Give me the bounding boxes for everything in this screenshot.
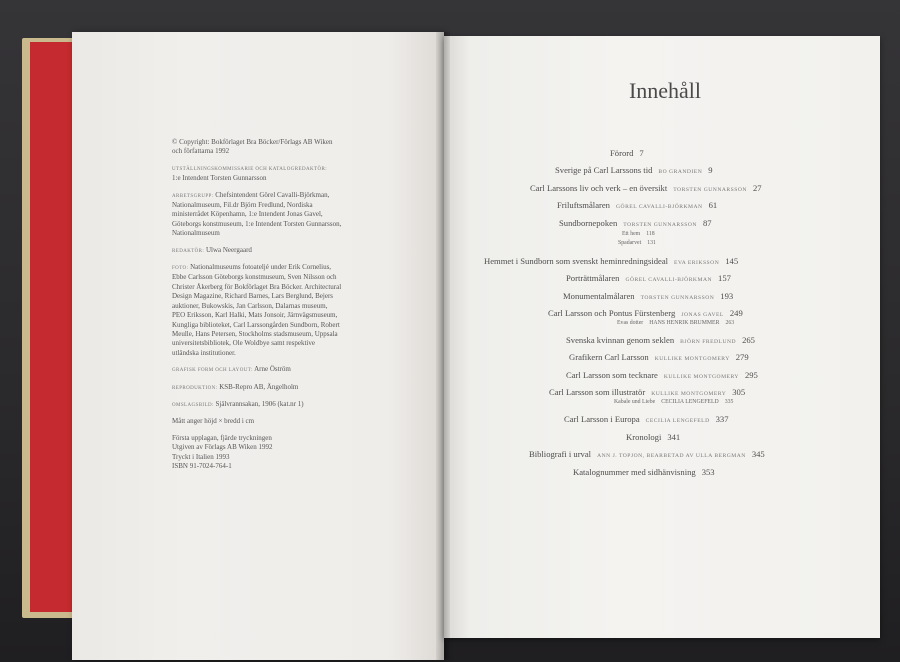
toc-entry	[559, 218, 712, 228]
toc-entry-title: Kronologi	[626, 432, 662, 442]
toc-title: Innehåll	[628, 78, 702, 103]
copyright-text: © Copyright: Bokförlaget Bra Böcker/Förlags AB Wiken och författarna 1992	[172, 138, 333, 156]
toc-entry-title: Carl Larssons liv och verk – en översikt	[530, 183, 668, 193]
toc-entry	[555, 165, 713, 175]
toc-entry	[610, 148, 644, 158]
toc-subentry-page: 263	[725, 320, 735, 326]
toc-subentry	[618, 240, 656, 246]
toc-subentry-author: CECILIA LENGEFELD	[661, 399, 719, 405]
toc-entry-page: 249	[729, 308, 743, 318]
exhibition-credit	[172, 164, 342, 184]
toc-entry-page: 341	[667, 432, 681, 442]
toc-entry	[564, 414, 729, 424]
toc-entry-page: 145	[725, 256, 739, 266]
workgroup-text: Chefsintendent Görel Cavalli-Björkman, Nationalmuseum, Fil.dr Björn Fredlund, Nordiska ministerrådet Köpenhamn, 1:e Intendent Jonas Gavel, Göteborgs konstmuseum, 1:e Intendent Torsten Gunnarsson, Nationalmuseum	[172, 190, 342, 238]
toc-subentry-title: Ett hem	[622, 231, 641, 237]
measure-note: Mått anger höjd × bredd i cm	[172, 417, 255, 426]
toc-entry-title: Hemmet i Sundborn som svenskt heminredningsideal	[484, 256, 669, 266]
toc-entry-title: Porträttmålaren	[566, 273, 620, 283]
toc-entry	[557, 200, 717, 210]
editor-label: REDAKTÖR:	[172, 248, 205, 254]
toc-entry-title: Grafikern Carl Larsson	[569, 352, 649, 362]
toc-entry-title: Carl Larsson och Pontus Fürstenberg	[548, 308, 676, 318]
toc-entry-page: 265	[742, 335, 755, 345]
toc-entry-title: Carl Larsson som tecknare	[566, 370, 658, 380]
publisher-text: Utgiven av Förlags AB Wiken 1992	[172, 443, 273, 452]
toc-entry-title: Sundbornepoken	[559, 218, 618, 228]
toc-entry-title: Monumentalmålaren	[563, 291, 635, 301]
toc-entry-author: BJÖRN FREDLUND	[680, 339, 737, 345]
toc-entry-author: TORSTEN GUNNARSSON	[640, 295, 715, 301]
toc-entry-page: 27	[752, 183, 762, 193]
cover-text: Självrannsakan, 1906 (kat.nr 1)	[215, 399, 304, 408]
toc-entry-page: 193	[720, 291, 734, 301]
toc-entry	[566, 273, 731, 283]
toc-entry	[573, 467, 715, 477]
toc-entry-title: Carl Larsson i Europa	[564, 414, 640, 424]
book-gutter	[436, 32, 450, 660]
toc-entry-author: JONAS GAVEL	[681, 312, 724, 318]
toc-entry-author: TORSTEN GUNNARSSON	[673, 187, 747, 193]
toc-subentry-page: 118	[646, 231, 655, 237]
toc-entry	[563, 291, 733, 301]
edition-text: Första upplagan, fjärde tryckningen	[172, 433, 272, 442]
toc-entry-page: 353	[701, 467, 715, 477]
toc-subentry-title: Spadarvet	[618, 240, 642, 246]
repro-text: KSB-Repro AB, Ängelholm	[219, 382, 299, 391]
toc-entry-title: Katalognummer med sidhänvisning	[573, 467, 696, 477]
toc-entry-author: GÖREL CAVALLI-BJÖRKMAN	[625, 277, 713, 283]
toc-entry	[549, 387, 745, 397]
photo-credit	[172, 263, 342, 358]
toc-entry-author: TORSTEN GUNNARSSON	[623, 222, 697, 228]
toc-entry-title: Svenska kvinnan genom seklen	[566, 335, 675, 345]
toc-entry	[569, 352, 749, 362]
photo-text: Nationalmuseums fotoateljé under Erik Cornelius, Ebbe Carlsson Göteborgs konstmuseum, Sven Nilsson och Christer Åkerberg för Bokförlaget Bra Böcker. Architectural Design Magazine, Richard Barnes, Lars Berglund, Bejers auktioner, Bukowskis, Jan Carlsson, Dalarnas museum, PEO Eriksson, Karl Halki, Mats Jonsoir, Järnvägsmuseum, Kungliga biblioteket, Carl Larssongården Sundborn, Robert Meulle, Hans Petersen, Stockholms stadsmuseum, Uppsala universitetsbibliotek, Ole Woldbye samt respektive utländska institutioner.	[172, 263, 342, 357]
toc-entry	[548, 308, 743, 318]
toc-entry-author: KULLIKE MONTGOMERY	[654, 356, 730, 362]
toc-subentry-author: HANS HENRIK BRUMMER	[649, 320, 720, 326]
toc-entry-author: BO GRANDIEN	[658, 169, 703, 175]
exhibition-label: UTSTÄLLNINGSKOMMISSARIE OCH KATALOGREDAKTÖR:	[172, 166, 327, 172]
toc-entry-page: 279	[735, 352, 749, 362]
toc-entry-author: ANN J. TOPJON, BEARBETAD AV ULLA BERGMAN	[597, 453, 746, 459]
toc-entry-author: GÖREL CAVALLI-BJÖRKMAN	[615, 204, 703, 210]
isbn-text: ISBN 91-7024-764-1	[172, 461, 232, 470]
toc-entry-title: Förord	[610, 148, 634, 158]
design-label: GRAFISK FORM OCH LAYOUT:	[172, 368, 253, 374]
toc-entry-author: KULLIKE MONTGOMERY	[651, 391, 727, 397]
repro-label: REPRODUKTION:	[172, 385, 218, 391]
design-credit	[172, 365, 342, 375]
printed-text: Tryckt i Italien 1993	[172, 452, 230, 461]
toc-entry	[484, 256, 738, 266]
design-text: Arne Öström	[254, 365, 291, 374]
toc-subentry	[614, 399, 733, 405]
toc-subentry-title: Evas dotter	[617, 320, 644, 326]
toc-entry	[529, 449, 765, 459]
toc-subentry	[622, 231, 655, 237]
toc-entry	[530, 183, 762, 193]
toc-entry-page: 305	[732, 387, 746, 397]
toc-entry-title: Friluftsmålaren	[557, 200, 610, 210]
toc-entry-page: 9	[708, 165, 713, 175]
toc-entry	[566, 335, 755, 345]
colophon	[172, 138, 342, 471]
print-info	[172, 434, 342, 472]
toc-entry	[566, 370, 758, 380]
photo-label: FOTO:	[172, 266, 189, 272]
editor-text: Ulwa Neergaard	[205, 245, 252, 254]
toc-entry-title: Sverige på Carl Larssons tid	[555, 165, 653, 175]
toc-subentry-title: Kabale und Liebe	[614, 399, 656, 405]
toc-subentry-page: 131	[647, 240, 656, 246]
workgroup-credit	[172, 191, 342, 239]
toc-entry-title: Carl Larsson som illustratör	[549, 387, 646, 397]
toc-entry-title: Bibliografi i urval	[529, 449, 592, 459]
cover-credit	[172, 400, 342, 410]
toc-entry-page: 345	[751, 449, 765, 459]
toc-subentry	[617, 320, 734, 326]
toc-entry-author: KULLIKE MONTGOMERY	[663, 374, 739, 380]
cover-label: OMSLAGSBILD:	[172, 402, 214, 408]
exhibition-text: 1:e Intendent Torsten Gunnarsson	[172, 174, 267, 183]
toc-entry-page: 7	[639, 148, 644, 158]
toc-entry-page: 87	[702, 218, 712, 228]
toc-entry-page: 61	[708, 200, 718, 210]
repro-credit	[172, 383, 342, 393]
toc-entry-page: 157	[718, 273, 731, 283]
toc-subentry-page: 335	[724, 399, 734, 405]
workgroup-label: ARBETSGRUPP:	[172, 193, 214, 199]
toc-entry	[626, 432, 680, 442]
editor-credit	[172, 246, 342, 256]
toc-entry-page: 295	[744, 370, 758, 380]
toc-entry-page: 337	[715, 414, 729, 424]
toc-entry-author: CECILIA LENGEFELD	[645, 418, 710, 424]
toc-entry-author: EVA ERIKSSON	[674, 260, 720, 266]
